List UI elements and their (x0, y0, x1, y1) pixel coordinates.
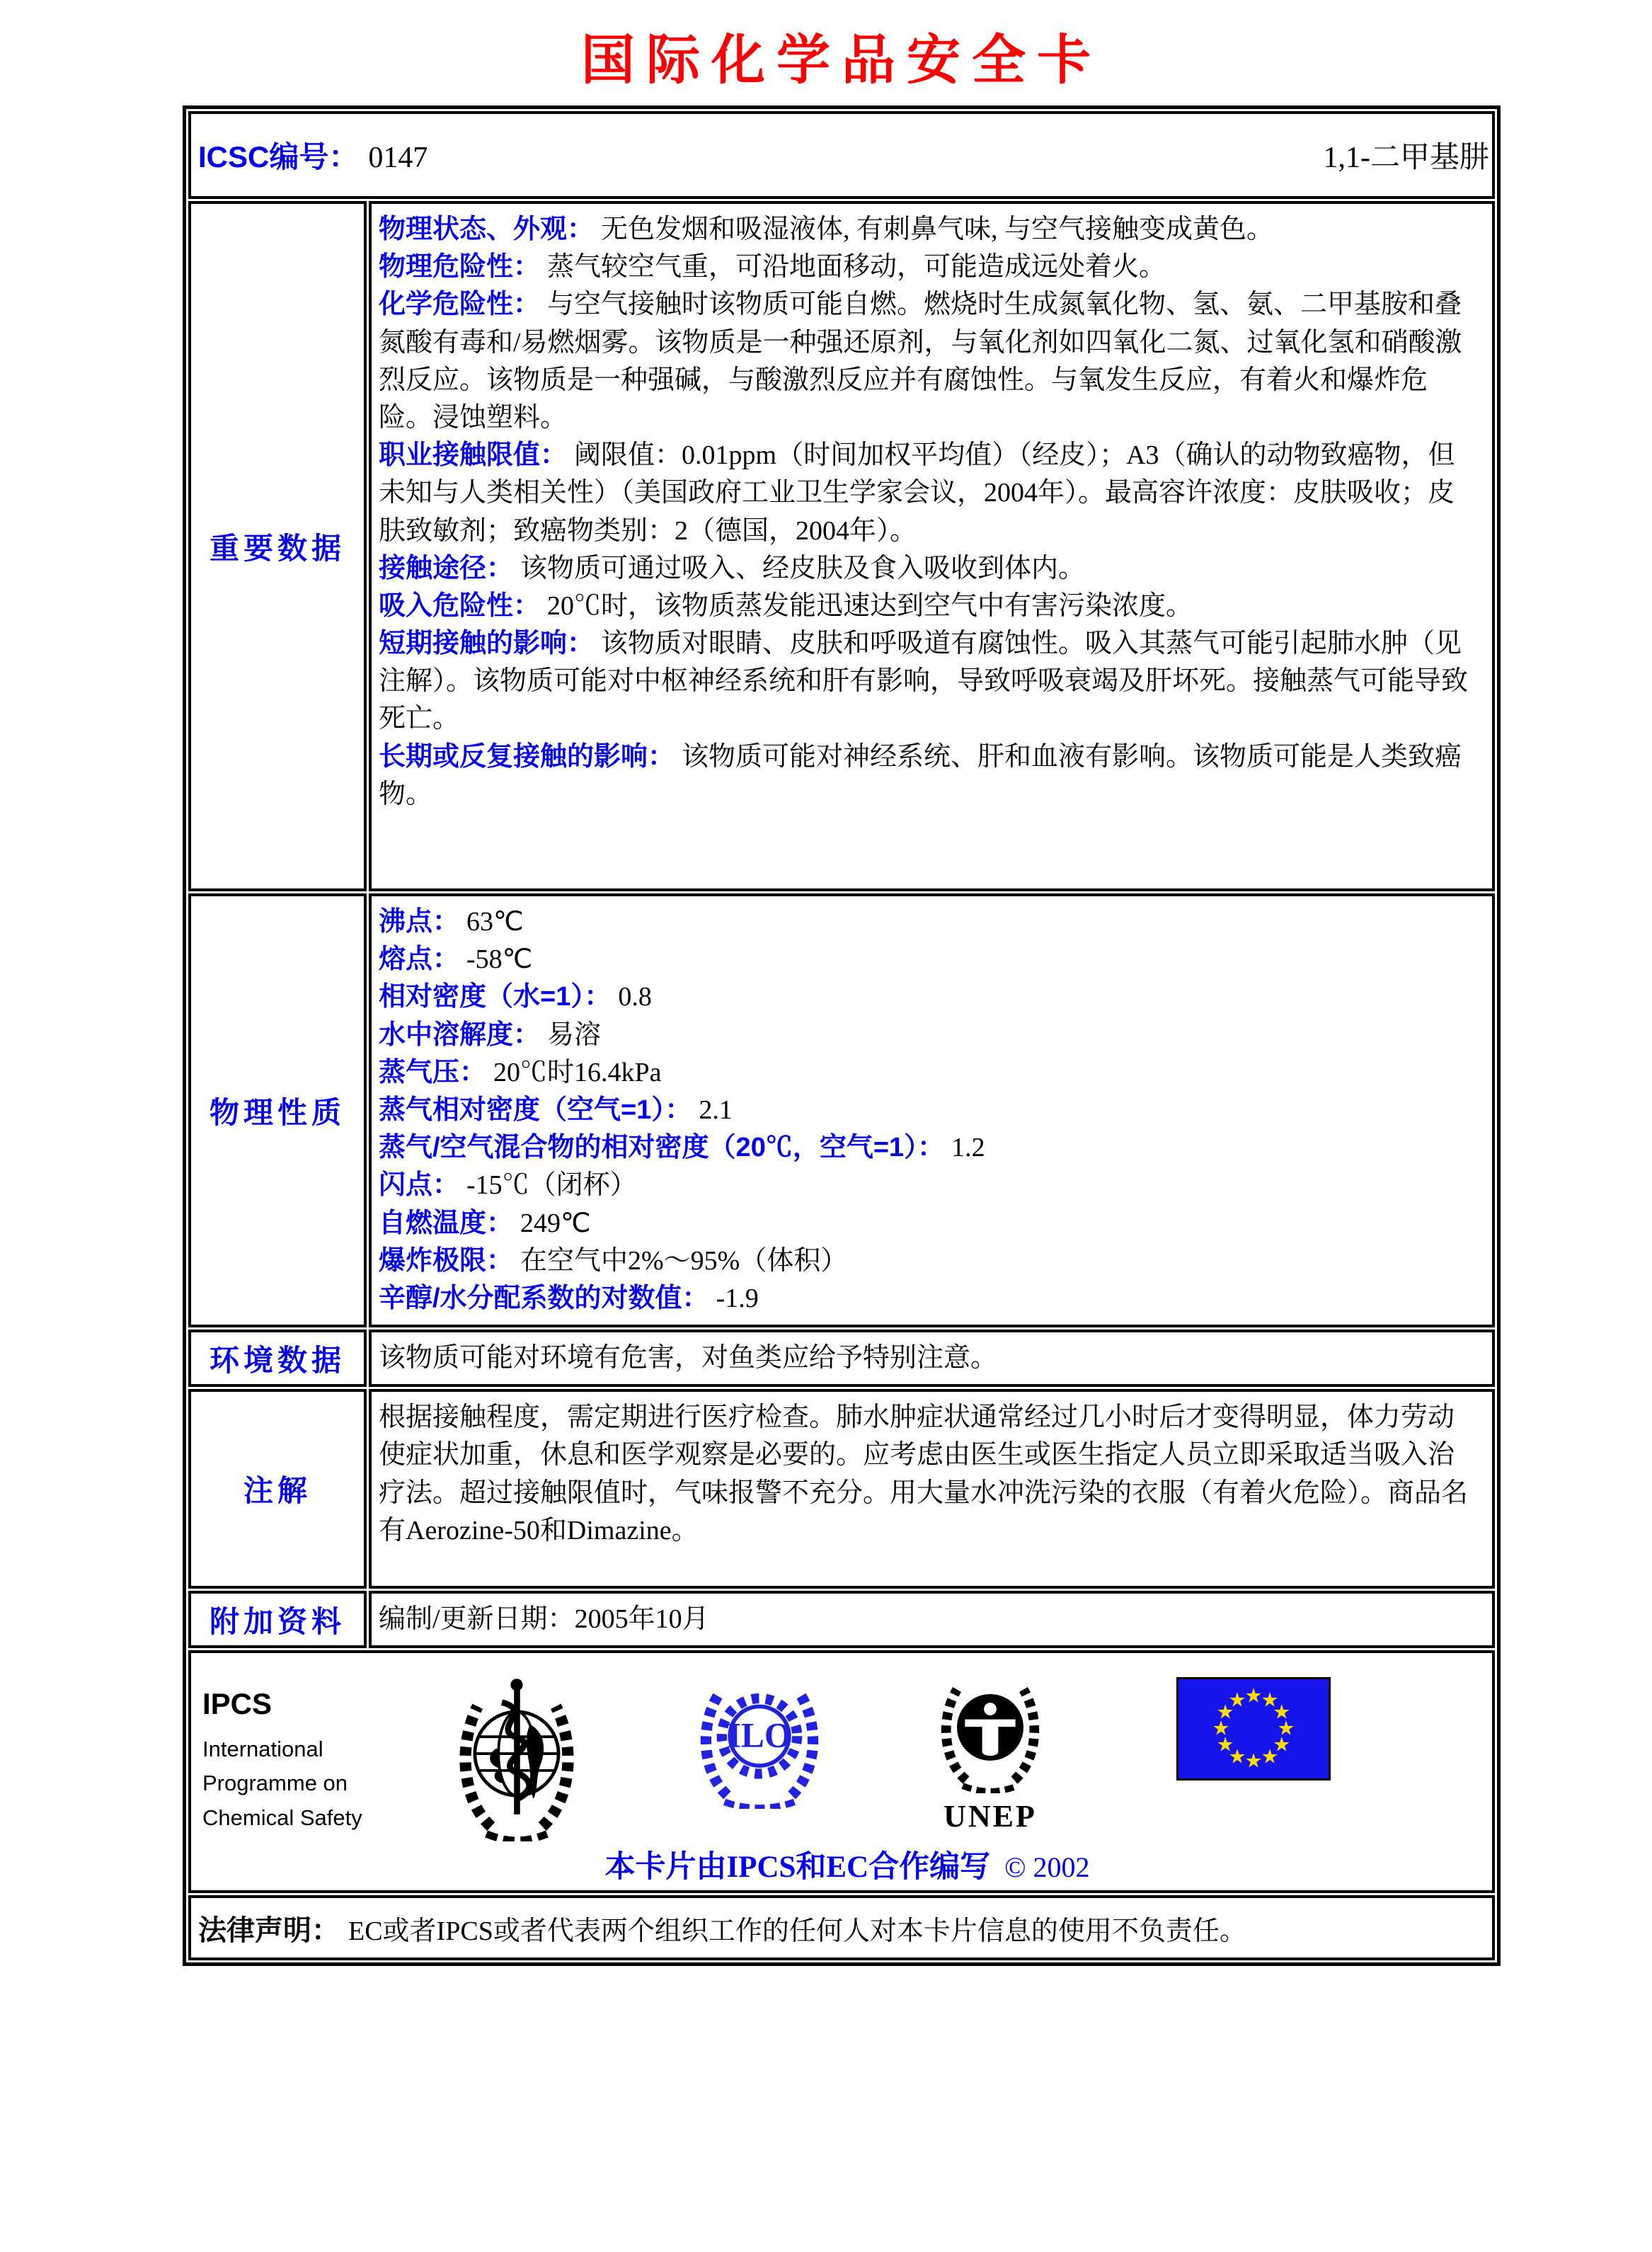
section-label-additional-info: 附加资料 (188, 1591, 367, 1648)
field-line (379, 437, 1478, 550)
eu-star-icon: ★ (1273, 1701, 1291, 1724)
section-label-important-data: 重要数据 (188, 201, 367, 891)
ipcs-subtitle-line: Chemical Safety (202, 1805, 362, 1830)
eu-star-icon: ★ (1244, 1750, 1263, 1773)
field-value: -1.9 (716, 1283, 759, 1313)
ipcs-block (202, 1667, 394, 1834)
eu-star-icon: ★ (1273, 1734, 1291, 1756)
field-value: 与空气接触时该物质可能自燃。燃烧时生成氮氧化物、氢、氨、二甲基胺和叠氮酸有毒和/易燃烟雾。该物质是一种强还原剂，与氧化剂如四氧化二氮、过氧化氢和硝酸激烈反应。该物质是一种强碱，与酸激烈反应并有腐蚀性。与氧发生反应，有着火和爆炸危险。浸蚀塑料。 (379, 290, 1462, 433)
field-value: 该物质可能对神经系统、肝和血液有影响。该物质可能是人类致癌物。 (379, 741, 1462, 809)
page (0, 17, 1652, 2252)
additional-info-row (188, 1591, 1495, 1648)
physical-properties-content (369, 893, 1495, 1327)
field-label: 短期接触的影响： (379, 629, 595, 659)
important-data-row (188, 201, 1495, 891)
field-line (379, 738, 1478, 813)
eu-star-icon: ★ (1261, 1746, 1279, 1768)
unep-logo-icon (933, 1667, 1048, 1793)
icsc-card-table (183, 105, 1501, 1966)
eu-star-icon: ★ (1261, 1690, 1279, 1713)
section-label-environmental-data: 环境数据 (188, 1330, 367, 1387)
field-line (379, 941, 1478, 978)
ipcs-subtitle-line: International (202, 1737, 323, 1762)
field-line (379, 588, 1478, 625)
field-label: 水中溶解度： (379, 1019, 541, 1050)
field-line (379, 978, 1478, 1016)
field-label: 相对密度（水=1）： (379, 982, 612, 1012)
important-data-content (369, 201, 1495, 891)
credit-year: © 2002 (1004, 1851, 1090, 1884)
field-label: 化学危险性： (379, 290, 541, 320)
field-line (379, 248, 1478, 286)
field-line (379, 625, 1478, 738)
icsc-header-cell (188, 111, 1495, 199)
additional-info-content (369, 1591, 1495, 1648)
field-label: 辛醇/水分配系数的对数值： (379, 1283, 709, 1313)
field-line (379, 903, 1478, 941)
who-logo-wrap (449, 1667, 585, 1845)
legal-row (188, 1895, 1495, 1960)
eu-star-icon: ★ (1277, 1717, 1295, 1740)
unep-label: UNEP (943, 1799, 1037, 1834)
eu-star-icon: ★ (1244, 1685, 1263, 1708)
field-line (379, 1167, 1478, 1204)
field-label: 物理危险性： (379, 252, 541, 282)
environmental-data-text: 该物质可能对环境有危害，对鱼类应给予特别注意。 (369, 1330, 1495, 1387)
field-line (379, 1092, 1478, 1129)
field-line (379, 1017, 1478, 1054)
notes-text: 根据接触程度，需定期进行医疗检查。肺水肿症状通常经过几小时后才变得明显，体力劳动使症状加重，休息和医学观察是必要的。应考虑由医生或医生指定人员立即采取适当吸入治疗法。超过接触限值时，气味报警不充分。用大量水冲洗污染的衣服（有着火危险）。商品名有Aerozine-50和Dimazine。 (369, 1389, 1495, 1589)
field-label: 蒸气/空气混合物的相对密度（20℃，空气=1）： (379, 1133, 945, 1163)
field-label: 吸入危险性： (379, 590, 541, 621)
credit-line (202, 1843, 1492, 1886)
eu-star-icon: ★ (1228, 1746, 1246, 1768)
field-line (379, 286, 1478, 437)
field-label: 闪点： (379, 1170, 460, 1201)
legal-label: 法律声明： (198, 1914, 340, 1946)
field-value: 20℃时16.4kPa (493, 1057, 662, 1087)
field-line (379, 550, 1478, 588)
prep-date-label: 编制/更新日期： (379, 1604, 575, 1635)
ilo-logo-wrap (692, 1670, 827, 1812)
field-label: 职业接触限值： (379, 440, 568, 471)
legal-text: EC或者IPCS或者代表两个组织工作的任何人对本卡片信息的使用不负责任。 (348, 1916, 1246, 1946)
field-label: 长期或反复接触的影响： (379, 741, 675, 772)
field-value: 63℃ (466, 907, 524, 937)
field-label: 物理状态、外观： (379, 215, 595, 244)
icsc-header-row (188, 111, 1495, 199)
field-line (379, 1129, 1478, 1167)
field-line (379, 1054, 1478, 1092)
eu-flag-stars (1178, 1679, 1329, 1778)
field-label: 接触途径： (379, 553, 514, 583)
field-value: 249℃ (520, 1208, 591, 1238)
field-value: 蒸气较空气重，可沿地面移动，可能造成远处着火。 (547, 252, 1166, 282)
field-value: 2.1 (699, 1094, 733, 1125)
field-line (379, 211, 1478, 248)
section-label-physical-properties: 物理性质 (188, 893, 367, 1327)
field-value: 20℃时，该物质蒸发能迅速达到空气中有害污染浓度。 (547, 590, 1193, 621)
field-value: -15℃（闭杯） (466, 1170, 637, 1201)
field-value: -58℃ (466, 944, 533, 975)
field-value: 1.2 (951, 1133, 985, 1163)
ipcs-subtitle-line: Programme on (202, 1771, 348, 1796)
ipcs-acronym: IPCS (202, 1687, 273, 1721)
icsc-number-label: ICSC编号： (198, 140, 359, 173)
unep-logo-wrap (933, 1667, 1048, 1834)
section-label-notes: 注解 (188, 1389, 367, 1589)
field-label: 蒸气压： (379, 1057, 487, 1087)
eu-star-icon: ★ (1228, 1690, 1246, 1713)
chemical-name: 1,1-二甲基肼 (1323, 142, 1489, 174)
field-value: 无色发烟和吸湿液体, 有刺鼻气味, 与空气接触变成黄色。 (601, 215, 1274, 244)
eu-star-icon: ★ (1216, 1734, 1234, 1756)
eu-star-icon: ★ (1216, 1701, 1234, 1724)
eu-star-icon: ★ (1212, 1717, 1230, 1740)
notes-row (188, 1389, 1495, 1589)
ilo-logo-icon (692, 1670, 827, 1809)
who-logo-icon (449, 1667, 585, 1841)
field-line (379, 1242, 1478, 1280)
logos-cell (188, 1650, 1495, 1893)
field-value: 0.8 (618, 982, 652, 1012)
physical-properties-row (188, 893, 1495, 1327)
field-label: 蒸气相对密度（空气=1）： (379, 1094, 692, 1125)
field-line (379, 1280, 1478, 1318)
icsc-number-group (198, 134, 428, 176)
field-value: 该物质对眼睛、皮肤和呼吸道有腐蚀性。吸入其蒸气可能引起肺水肿（见注解）。该物质可能对中枢神经系统和肝有影响，导致呼吸衰竭及肝坏死。接触蒸气可能导致死亡。 (379, 629, 1469, 734)
legal-cell (188, 1895, 1495, 1960)
icsc-number-value: 0147 (368, 142, 428, 174)
logos-strip (202, 1667, 1492, 1843)
eu-flag-icon (1176, 1677, 1331, 1781)
page-title: 国际化学品安全卡 (581, 31, 1102, 91)
logos-row (188, 1650, 1495, 1893)
field-value: 阈限值：0.01ppm（时间加权平均值）（经皮）；A3（确认的动物致癌物，但未知与人类相关性）（美国政府工业卫生学家会议，2004年）。最高容许浓度：皮肤吸收；皮肤致敏剂；致癌物类别：2（德国，2004年）。 (379, 440, 1455, 546)
field-label: 爆炸极限： (379, 1245, 514, 1276)
prep-date-value: 2005年10月 (574, 1604, 709, 1635)
field-value: 该物质可通过吸入、经皮肤及食入吸收到体内。 (520, 553, 1086, 583)
field-line (379, 1205, 1478, 1242)
environmental-data-row (188, 1330, 1495, 1387)
credit-text: 本卡片由IPCS和EC合作编写 (604, 1851, 991, 1885)
field-label: 熔点： (379, 944, 460, 975)
field-label: 沸点： (379, 907, 460, 937)
field-value: 易溶 (547, 1019, 602, 1050)
field-value: 在空气中2%～95%（体积） (520, 1245, 848, 1276)
svg-text:ILO: ILO (727, 1715, 792, 1755)
field-label: 自燃温度： (379, 1208, 514, 1238)
